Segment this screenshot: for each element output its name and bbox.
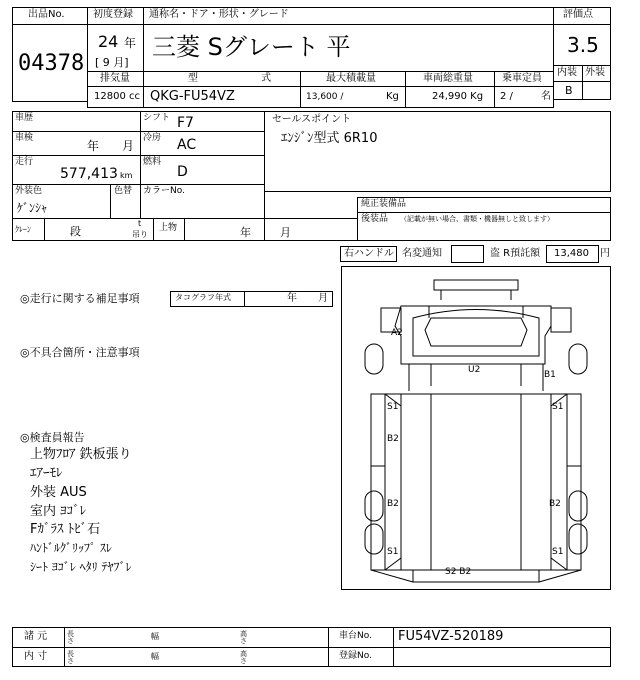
genuine-label: 純正装備品 [361,199,407,209]
name-change-label: 名変通知 [402,248,442,259]
crane-ton: t [138,219,142,228]
capacity-value: 2 / [500,91,513,102]
body-month: 月 [280,226,291,239]
history-label: 車歴 [15,113,34,123]
max-load-label: 最大積載量 [326,73,376,84]
body-label: 上物 [159,223,178,233]
tachograph-label: タコグラフ年式 [175,293,231,302]
inner-height-label: 高さ [240,650,247,665]
shift-label: シフト [143,113,171,123]
damage-mark: S1 [387,402,399,412]
first-reg-year-unit: 年 [124,36,137,50]
first-reg-year: 24 [98,32,119,51]
inspector-label: ◎検査員報告 [20,431,85,444]
score-value: 3.5 [567,33,599,57]
inspection-month: 月 [122,139,135,153]
spec-label-row [87,71,554,87]
tachograph-year: 年 [287,293,297,304]
chassis-label: 車台No. [339,631,372,641]
model-name: 三菱 Sグレート 平 [152,33,351,61]
dims-label: 諸 元 [24,631,48,642]
damage-mark: S1 [552,547,564,557]
chassis-number: FU54VZ-520189 [398,629,504,644]
deposit-value: 13,480 [554,248,589,259]
gross-weight-value: 24,990 Kg [432,91,484,102]
inner-width-label: 幅 [151,652,159,661]
displacement-label: 排気量 [100,73,130,84]
aftermarket-note: （記載が無い場合、書類・機器無しと致します） [400,215,554,223]
ac-value: AC [177,137,197,153]
fuel-label: 燃料 [143,157,162,167]
max-load-unit: Kg [386,91,399,102]
type-value: QKG-FU54VZ [150,89,235,104]
type-label: 型 式 [188,73,302,84]
deposit-label: 盗 R預託額 [490,248,541,259]
gross-weight-label: 車両総重量 [423,73,473,84]
damage-mark: S1 [552,402,564,412]
sales-point-label: セールスポイント [272,114,352,125]
inspector-line: 上物ﾌﾛｱ 鉄板張り [30,447,132,462]
color-value: ｹﾞﾝｼｬ [17,201,48,215]
aftermarket-label: 後装品 [361,214,389,224]
damage-mark: A2 [391,328,403,338]
damage-mark: S1 [387,547,399,557]
inspector-line: ｼｰﾄ ﾖｺﾞﾚ ﾍﾀﾘ ﾃﾔﾌﾞﾚ [30,560,132,574]
exterior-label: 外装 [585,67,605,78]
inspector-line: 室内 ﾖｺﾞﾚ [30,504,87,519]
name-change-box [451,245,484,263]
dims-width-label: 幅 [151,632,159,641]
inspector-line: ﾊﾝﾄﾞﾙｸﾞﾘｯﾌﾟ ｽﾚ [30,541,112,555]
shift-value: F7 [177,115,194,131]
model-label: 通称名・ドア・形状・グレード [149,9,289,20]
mileage-value: 577,413 [60,166,118,182]
lot-label: 出品No. [28,9,65,20]
inspector-line: ｴｱｰﾓﾚ [30,466,63,481]
right-hand-label: 右ハンドル [344,248,394,259]
lot-number: 04378 [18,51,85,76]
deposit-unit: 円 [600,248,610,259]
interior-label: 内装 [557,67,577,78]
damage-mark: S2 B2 [445,567,472,577]
capacity-label: 乗車定員 [502,73,542,84]
inspection-year: 年 [87,139,100,153]
crane-hang: 吊り [132,230,148,239]
exterior-grade-cell [582,81,611,100]
damage-mark: U2 [468,365,481,375]
ac-label: 冷房 [143,133,162,143]
color-label: 外装色 [15,186,43,196]
crane-label: ｸﾚｰﾝ [15,225,31,234]
color-change-label: 色替 [114,186,133,196]
score-label: 評価点 [563,9,593,20]
inspection-label: 車検 [15,133,34,143]
crane-stage: 段 [70,225,81,238]
capacity-unit: 名 [541,91,551,102]
mileage-label: 走行 [15,157,34,167]
first-reg-month: [ 9 月] [95,56,129,69]
fuel-value: D [177,164,188,180]
tachograph-month: 月 [318,293,328,304]
damage-mark: B1 [544,370,556,380]
damage-mark: B2 [387,499,399,509]
inspector-line: Fｶﾞﾗｽ ﾄﾋﾞ石 [30,522,101,537]
truck-diagram [341,266,611,590]
inner-length-label: 長さ [67,650,74,665]
displacement-value: 12800 cc [94,91,140,102]
interior-grade: B [565,84,573,97]
damage-mark: B2 [387,434,399,444]
color-no-label: カラーNo. [143,186,185,196]
inspector-line: 外装 AUS [30,485,87,500]
inner-dims-label: 内 寸 [24,651,48,662]
max-load-value: 13,600 / [306,92,344,102]
dims-length-label: 長さ [67,630,74,645]
body-year: 年 [240,226,251,239]
body-right-cell [264,218,358,241]
first-reg-label: 初度登録 [93,9,133,20]
driving-notes-label: ◎走行に関する補足事項 [20,292,140,305]
mileage-unit: km [120,171,133,180]
sales-point-value: ｴﾝｼﾞﾝ型式 6R10 [281,131,378,146]
registration-label: 登録No. [339,651,372,661]
dims-height-label: 高さ [240,630,247,645]
defects-label: ◎不具合箇所・注意事項 [20,346,140,359]
damage-mark: B2 [549,499,561,509]
